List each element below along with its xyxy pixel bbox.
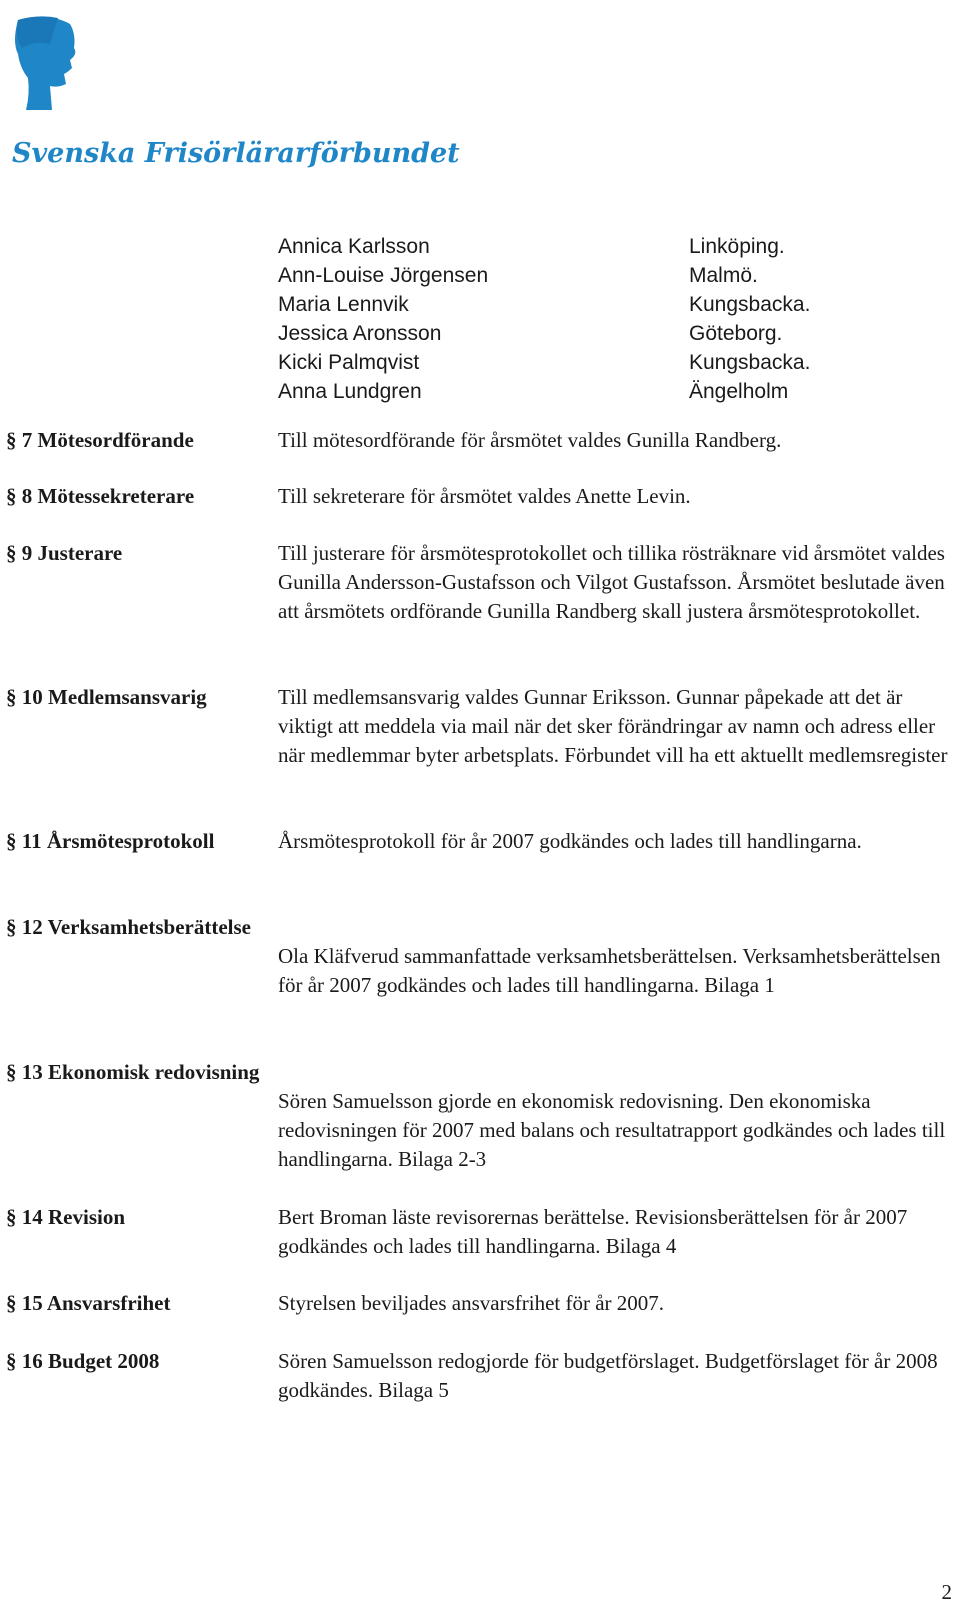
attendee-name: Jessica Aronsson xyxy=(278,322,442,345)
section-text: Sören Samuelsson gjorde en ekonomisk redovisning. Den ekonomiska redovisningen för 2007 med balans och resultatrapport godkändes och lades till handlingarna. Bilaga 2-3 xyxy=(278,1089,946,1171)
section-text: Styrelsen beviljades ansvarsfrihet för år 2007. xyxy=(278,1291,665,1315)
section-14 xyxy=(6,1203,954,1261)
attendee-city: Malmö. xyxy=(689,264,758,287)
section-text: Till medlemsansvarig valdes Gunnar Eriksson. Gunnar påpekade att det är viktigt att meddela via mail när det sker förändringar av namn och adress eller när medlemmar byter arbetsplats. Förbundet vill ha ett aktuellt medlemsregister xyxy=(278,685,948,767)
section-16 xyxy=(6,1347,954,1405)
attendee-row xyxy=(278,319,838,348)
section-12 xyxy=(6,913,954,1000)
section-text: Ola Kläfverud sammanfattade verksamhetsberättelsen. Verksamhetsberättelsen för år 2007 godkändes och lades till handlingarna. Bilaga 1 xyxy=(278,944,941,997)
section-7 xyxy=(6,426,954,455)
section-heading: § 11 Årsmötesprotokoll xyxy=(6,829,215,853)
section-heading: § 14 Revision xyxy=(6,1205,126,1229)
attendee-name: Anna Lundgren xyxy=(278,380,422,403)
section-heading: § 12 Verksamhetsberättelse xyxy=(6,915,251,939)
section-heading: § 10 Medlemsansvarig xyxy=(6,685,207,709)
logo-wordmark-text: Svenska Frisörlärarförbundet xyxy=(12,138,460,169)
section-heading: § 16 Budget 2008 xyxy=(6,1349,160,1373)
section-heading: § 9 Justerare xyxy=(6,541,123,565)
attendee-city: Ängelholm xyxy=(689,380,789,403)
section-text: Till sekreterare för årsmötet valdes Anette Levin. xyxy=(278,484,691,508)
attendee-city: Göteborg. xyxy=(689,322,783,345)
attendee-row xyxy=(278,290,838,319)
section-11 xyxy=(6,827,954,856)
section-heading: § 7 Mötesordförande xyxy=(6,428,194,452)
attendee-row xyxy=(278,348,838,377)
attendee-row xyxy=(278,377,838,406)
section-9 xyxy=(6,539,954,626)
section-text: Till mötesordförande för årsmötet valdes Gunilla Randberg. xyxy=(278,428,782,452)
section-13 xyxy=(6,1058,954,1174)
attendee-name: Ann-Louise Jörgensen xyxy=(278,264,489,287)
attendee-city: Kungsbacka. xyxy=(689,351,811,374)
section-text: Sören Samuelsson redogjorde för budgetförslaget. Budgetförslaget för år 2008 godkändes. Bilaga 5 xyxy=(278,1349,938,1402)
section-8 xyxy=(6,482,954,511)
attendee-city: Kungsbacka. xyxy=(689,293,811,316)
section-10 xyxy=(6,683,954,770)
attendee-list xyxy=(278,232,838,406)
attendee-row xyxy=(278,232,838,261)
section-text: Till justerare för årsmötesprotokollet och tillika rösträknare vid årsmötet valdes Gunilla Andersson-Gustafsson och Vilgot Gustafsson. Årsmötet beslutade även att årsmötets ordförande Gunilla Randberg skall justera årsmötesprotokollet. xyxy=(278,541,945,623)
section-text: Årsmötesprotokoll för år 2007 godkändes och lades till handlingarna. xyxy=(278,829,862,853)
attendee-name: Annica Karlsson xyxy=(278,235,430,258)
attendee-row xyxy=(278,261,838,290)
logo-wordmark xyxy=(10,130,460,175)
attendee-name: Maria Lennvik xyxy=(278,293,409,316)
section-heading: § 8 Mötessekreterare xyxy=(6,484,195,508)
logo-head-icon xyxy=(8,14,78,112)
page-number: 2 xyxy=(941,1580,952,1604)
section-heading: § 13 Ekonomisk redovisning xyxy=(6,1060,260,1084)
section-15 xyxy=(6,1289,954,1318)
attendee-city: Linköping. xyxy=(689,235,785,258)
section-heading: § 15 Ansvarsfrihet xyxy=(6,1291,171,1315)
section-text: Bert Broman läste revisorernas berättelse. Revisionsberättelsen för år 2007 godkändes och lades till handlingarna. Bilaga 4 xyxy=(278,1205,908,1258)
attendee-name: Kicki Palmqvist xyxy=(278,351,420,374)
